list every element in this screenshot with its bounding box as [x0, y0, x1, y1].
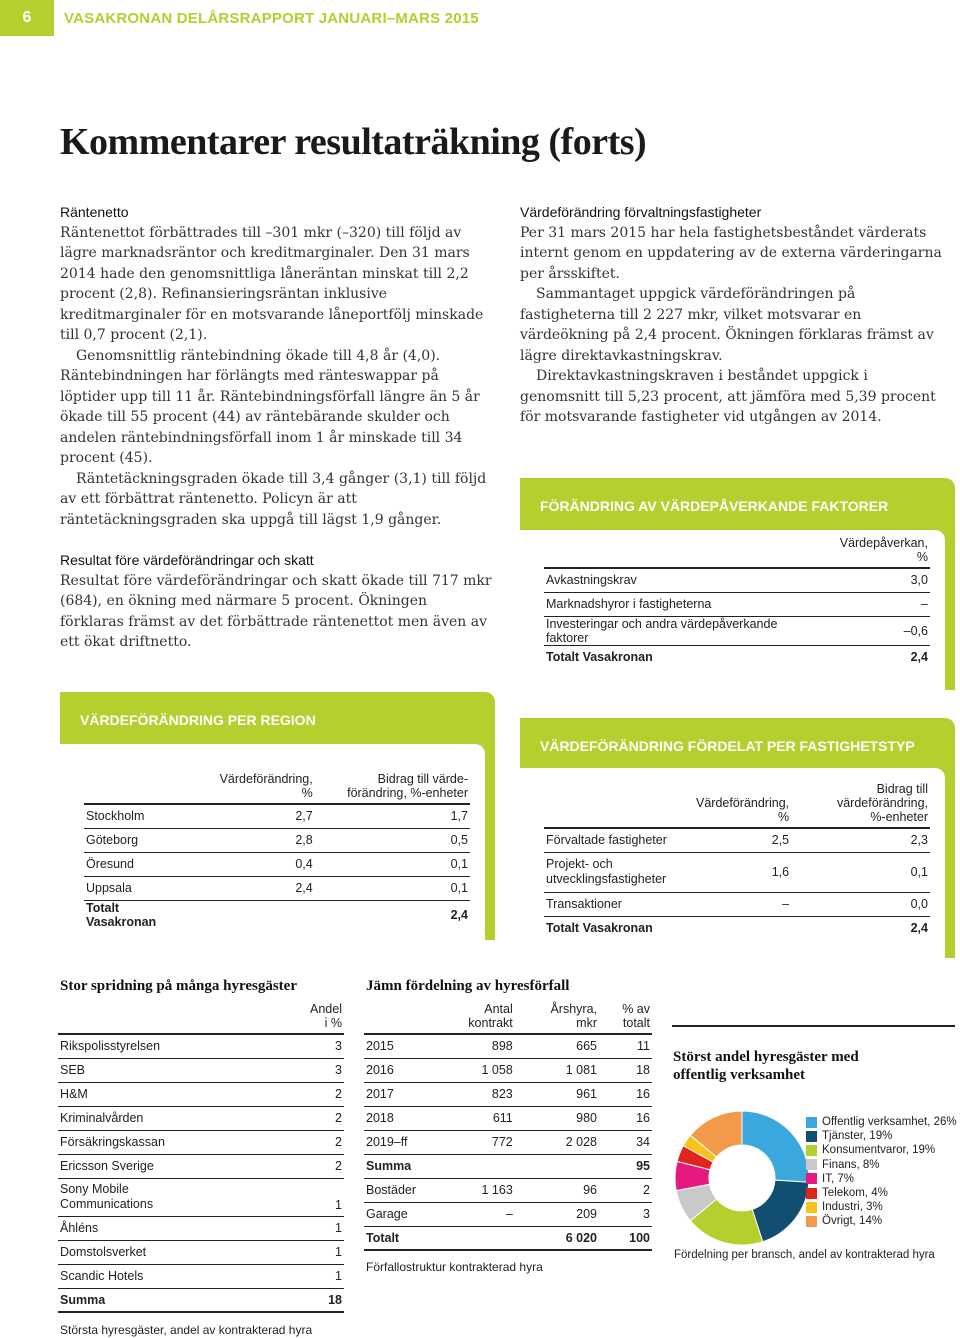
row-value: 34 [599, 1130, 652, 1154]
region-box [60, 692, 495, 940]
row-label: 2015 [364, 1034, 434, 1058]
row-value: 898 [434, 1034, 515, 1058]
table-row [364, 1058, 652, 1082]
total-label: Totalt Vasakronan [86, 900, 157, 929]
legend-item [806, 1143, 957, 1157]
total-label: Totalt Vasakronan [546, 921, 653, 936]
region-box-title: VÄRDEFÖRÄNDRING PER REGION [80, 712, 316, 728]
legend-swatch [806, 1216, 817, 1227]
table-row [58, 1082, 344, 1106]
row-label: Ericsson Sverige [58, 1154, 198, 1178]
legend-item [806, 1214, 957, 1228]
row-value: 3 [599, 1202, 652, 1226]
maturity-heading: Jämn fördelning av hyresförfall [366, 978, 570, 994]
total-value: 100 [599, 1226, 652, 1250]
row-label: Försäkringskassan [58, 1130, 198, 1154]
total-value [694, 916, 791, 940]
total-value: 6 020 [515, 1226, 599, 1250]
col-header: Bidrag till värde- förändring, %-enheter [315, 772, 470, 804]
row-value: – [434, 1202, 515, 1226]
legend-label: Industri, 3% [822, 1201, 883, 1214]
row-value: 0,4 [194, 852, 315, 876]
section-heading-vardeforandring: Värdeförändring förvaltningsfastigheter [520, 204, 762, 220]
pie-top-rule [672, 1025, 955, 1027]
row-value: –0,6 [823, 616, 930, 645]
row-value: – [694, 892, 791, 916]
total-value: 18 [198, 1288, 344, 1312]
legend-swatch [806, 1131, 817, 1142]
row-label: Rikspolisstyrelsen [58, 1034, 198, 1058]
table-row [58, 1058, 344, 1082]
pie-slice-offentlig-verksamhet [742, 1111, 809, 1182]
paragraph: Räntenettot förbättrades till –301 mkr (–320) till följd av lägre marknadsräntor och kreditmarginaler. Den 31 mars 2014 hade den genomsnittliga låneräntan minskat till 2,2 procent (2,8). Refinansieringsräntan inklusive kreditmarginaler för en motsvarande låneportfölj minskade till 0,7 procent (2,1). [60, 224, 484, 343]
row-value: 2 028 [515, 1130, 599, 1154]
total-value [194, 900, 315, 929]
row-label: 2017 [364, 1082, 434, 1106]
row-value: 209 [515, 1202, 599, 1226]
document-title: VASAKRONAN DELÅRSRAPPORT JANUARI–MARS 2015 [64, 9, 479, 27]
left-text-column [60, 202, 492, 653]
row-value: 772 [434, 1130, 515, 1154]
legend-label: Konsumentvaror, 19% [822, 1144, 936, 1157]
row-label: 2019–ff [364, 1130, 434, 1154]
table-row [84, 804, 470, 828]
table-row [544, 568, 930, 592]
row-value: 1,6 [694, 852, 791, 892]
row-value: 3 [198, 1034, 344, 1058]
row-value: 11 [599, 1034, 652, 1058]
row-label: Bostäder [364, 1178, 434, 1202]
property-type-box-title: VÄRDEFÖRÄNDRING FÖRDELAT PER FASTIGHETSTYP [540, 738, 915, 754]
row-value: 0,1 [315, 876, 470, 900]
legend-swatch [806, 1188, 817, 1199]
table-row [84, 828, 470, 852]
row-value: 1 [198, 1178, 344, 1216]
total-row [58, 1288, 344, 1312]
table-row [58, 1106, 344, 1130]
table-row [364, 1034, 652, 1058]
pie-chart [672, 1108, 812, 1248]
row-value: 0,5 [315, 828, 470, 852]
col-header: % av totalt [599, 1002, 652, 1034]
legend-item [806, 1158, 957, 1172]
row-value: 2 [198, 1082, 344, 1106]
row-value: 611 [434, 1106, 515, 1130]
total-row [544, 916, 930, 940]
table-row [364, 1082, 652, 1106]
property-type-box [520, 718, 955, 958]
total-row [364, 1226, 652, 1250]
legend-label: IT, 7% [822, 1172, 854, 1185]
table-row [58, 1130, 344, 1154]
paragraph: Räntetäckningsgraden ökade till 3,4 gånger (3,1) till följd av ett förbättrat räntenetto. Policyn är att räntetäckningsgraden ska uppgå till lägst 1,9 gånger. [60, 470, 487, 528]
table-row [364, 1178, 652, 1202]
row-label: Projekt- och utvecklingsfastigheter [544, 852, 694, 892]
total-label: Totalt Vasakronan [546, 650, 653, 665]
table-row [84, 852, 470, 876]
row-value: 2,3 [791, 828, 930, 852]
row-value: 0,1 [791, 852, 930, 892]
factors-box [520, 478, 955, 690]
col-header: Bidrag till värdeförändring, %-enheter [791, 782, 930, 828]
legend-label: Tjänster, 19% [822, 1130, 893, 1143]
row-label: Kriminalvården [58, 1106, 198, 1130]
legend-label: Offentlig verksamhet, 26% [822, 1116, 957, 1129]
total-value: 2,4 [910, 650, 928, 665]
row-label: Göteborg [84, 828, 194, 852]
col-header: Värdepåverkan, % [823, 536, 930, 568]
header-bar [0, 0, 960, 36]
legend-item [806, 1172, 957, 1186]
row-value: 0,1 [315, 852, 470, 876]
legend-swatch [806, 1117, 817, 1128]
row-value: 16 [599, 1106, 652, 1130]
row-value: 2 [198, 1130, 344, 1154]
row-value: 1 058 [434, 1058, 515, 1082]
table-row [364, 1202, 652, 1226]
row-label: SEB [58, 1058, 198, 1082]
total-value: 2,4 [450, 907, 468, 922]
pie-legend [806, 1115, 957, 1229]
maturity-table [364, 1002, 652, 1251]
row-value: 2,8 [194, 828, 315, 852]
row-label: Öresund [84, 852, 194, 876]
legend-swatch [806, 1173, 817, 1184]
summa-label: Summa [364, 1154, 434, 1178]
pie-caption: Fördelning per bransch, andel av kontrakterad hyra [674, 1249, 935, 1261]
row-value: 1 081 [515, 1058, 599, 1082]
pie-heading: Störst andel hyresgäster med offentlig verksamhet [673, 1049, 859, 1083]
total-value: 2,4 [910, 921, 928, 936]
row-label: Investeringar och andra värdepåverkande faktorer [544, 616, 823, 645]
row-value: 0,0 [791, 892, 930, 916]
row-label: Åhléns [58, 1216, 198, 1240]
table-row [58, 1178, 344, 1216]
row-value: – [823, 592, 930, 616]
summa-row [364, 1154, 652, 1178]
total-row [544, 645, 930, 669]
row-label: Uppsala [84, 876, 194, 900]
row-label: Garage [364, 1202, 434, 1226]
summa-value: 95 [599, 1154, 652, 1178]
table-row [58, 1154, 344, 1178]
section-heading-resultat: Resultat före värdeförändringar och skatt [60, 552, 314, 568]
row-value: 1 163 [434, 1178, 515, 1202]
row-value: 3,0 [823, 568, 930, 592]
factors-box-title: FÖRÄNDRING AV VÄRDEPÅVERKANDE FAKTORER [540, 498, 889, 514]
legend-swatch [806, 1145, 817, 1156]
table-row [58, 1240, 344, 1264]
pie-slice-tjänster [752, 1180, 809, 1242]
table-row [544, 852, 930, 892]
row-label: Scandic Hotels [58, 1264, 198, 1288]
row-value: 2,5 [694, 828, 791, 852]
section-heading-rantenetto: Räntenetto [60, 204, 129, 220]
table-row [58, 1264, 344, 1288]
row-value: 980 [515, 1106, 599, 1130]
tenants-caption: Största hyresgäster, andel av kontrakterad hyra [60, 1323, 313, 1337]
legend-item [806, 1186, 957, 1200]
region-table [84, 772, 470, 929]
table-row [544, 892, 930, 916]
row-value: 1 [198, 1240, 344, 1264]
total-label: Summa [58, 1288, 198, 1312]
legend-label: Finans, 8% [822, 1158, 880, 1171]
legend-item [806, 1115, 957, 1129]
row-value: 823 [434, 1082, 515, 1106]
table-row [84, 876, 470, 900]
property-type-table [544, 782, 930, 940]
row-label: 2018 [364, 1106, 434, 1130]
table-row [544, 592, 930, 616]
col-header: Andel i % [198, 1002, 344, 1034]
table-row [544, 616, 930, 645]
paragraph: Per 31 mars 2015 har hela fastighetsbeståndet värderats internt genom en uppdatering av de externa värderingarna per årsskiftet. [520, 224, 942, 282]
row-label: 2016 [364, 1058, 434, 1082]
col-header: Årshyra, mkr [515, 1002, 599, 1034]
tenants-heading: Stor spridning på många hyresgäster [60, 978, 297, 994]
legend-swatch [806, 1202, 817, 1213]
row-value: 16 [599, 1082, 652, 1106]
row-value: 2,4 [194, 876, 315, 900]
col-header: Värdeförändring, % [694, 782, 791, 828]
row-label: Förvaltade fastigheter [544, 828, 694, 852]
page-number: 6 [0, 0, 54, 36]
table-row [544, 828, 930, 852]
row-label: Transaktioner [544, 892, 694, 916]
table-row [364, 1130, 652, 1154]
row-label: Sony Mobile Communications [58, 1178, 198, 1216]
right-text-column [520, 202, 952, 428]
row-label: H&M [58, 1082, 198, 1106]
col-header: Värdeförändring, % [194, 772, 315, 804]
row-value: 2 [198, 1154, 344, 1178]
row-label: Avkastningskrav [544, 568, 823, 592]
row-value: 1 [198, 1216, 344, 1240]
row-label: Stockholm [84, 804, 194, 828]
legend-label: Telekom, 4% [822, 1187, 888, 1200]
legend-item [806, 1129, 957, 1143]
legend-item [806, 1200, 957, 1214]
maturity-caption: Förfallostruktur kontrakterad hyra [366, 1260, 543, 1274]
paragraph: Genomsnittlig räntebindning ökade till 4,8 år (4,0). Räntebindningen har förlängts med ränteswappar på löptider upp till 11 år. Räntebindningsförfall längre än 5 år ökade till 55 procent (44) av räntebärande skulder och andelen räntebindningsförfall inom 1 år minskade till 34 procent (45). [60, 347, 480, 466]
total-row [84, 900, 470, 929]
page-title: Kommentarer resultaträkning (forts) [60, 121, 647, 163]
row-value: 96 [515, 1178, 599, 1202]
row-value: 3 [198, 1058, 344, 1082]
row-value: 18 [599, 1058, 652, 1082]
total-label: Totalt [364, 1226, 434, 1250]
row-value: 1,7 [315, 804, 470, 828]
table-row [58, 1216, 344, 1240]
row-label: Marknadshyror i fastigheterna [544, 592, 823, 616]
row-value: 2 [599, 1178, 652, 1202]
paragraph: Sammantaget uppgick värdeförändringen på fastigheterna till 2 227 mkr, vilket motsvarar en värdeökning på 2,4 procent. Ökningen förklaras främst av lägre direktavkastningskrav. [520, 286, 934, 364]
paragraph: Direktavkastningskraven i beståndet uppgick i genomsnitt till 5,23 procent, att jämföra med 5,39 procent för motsvarande fastigheter vid utgången av 2014. [520, 368, 936, 425]
row-value: 2,7 [194, 804, 315, 828]
row-value: 2 [198, 1106, 344, 1130]
table-row [58, 1034, 344, 1058]
row-value: 961 [515, 1082, 599, 1106]
row-label: Domstolsverket [58, 1240, 198, 1264]
tenants-table [58, 1002, 344, 1313]
factors-table [544, 536, 930, 669]
legend-label: Övrigt, 14% [822, 1215, 883, 1228]
col-header: Antal kontrakt [434, 1002, 515, 1034]
row-value: 665 [515, 1034, 599, 1058]
row-value: 1 [198, 1264, 344, 1288]
legend-swatch [806, 1159, 817, 1170]
paragraph: Resultat före värdeförändringar och skatt ökade till 717 mkr (684), en ökning med närmare 5 procent. Ökningen förklaras främst av det förbättrade räntenettot men även av ett ökat driftnetto. [60, 572, 492, 650]
table-row [364, 1106, 652, 1130]
